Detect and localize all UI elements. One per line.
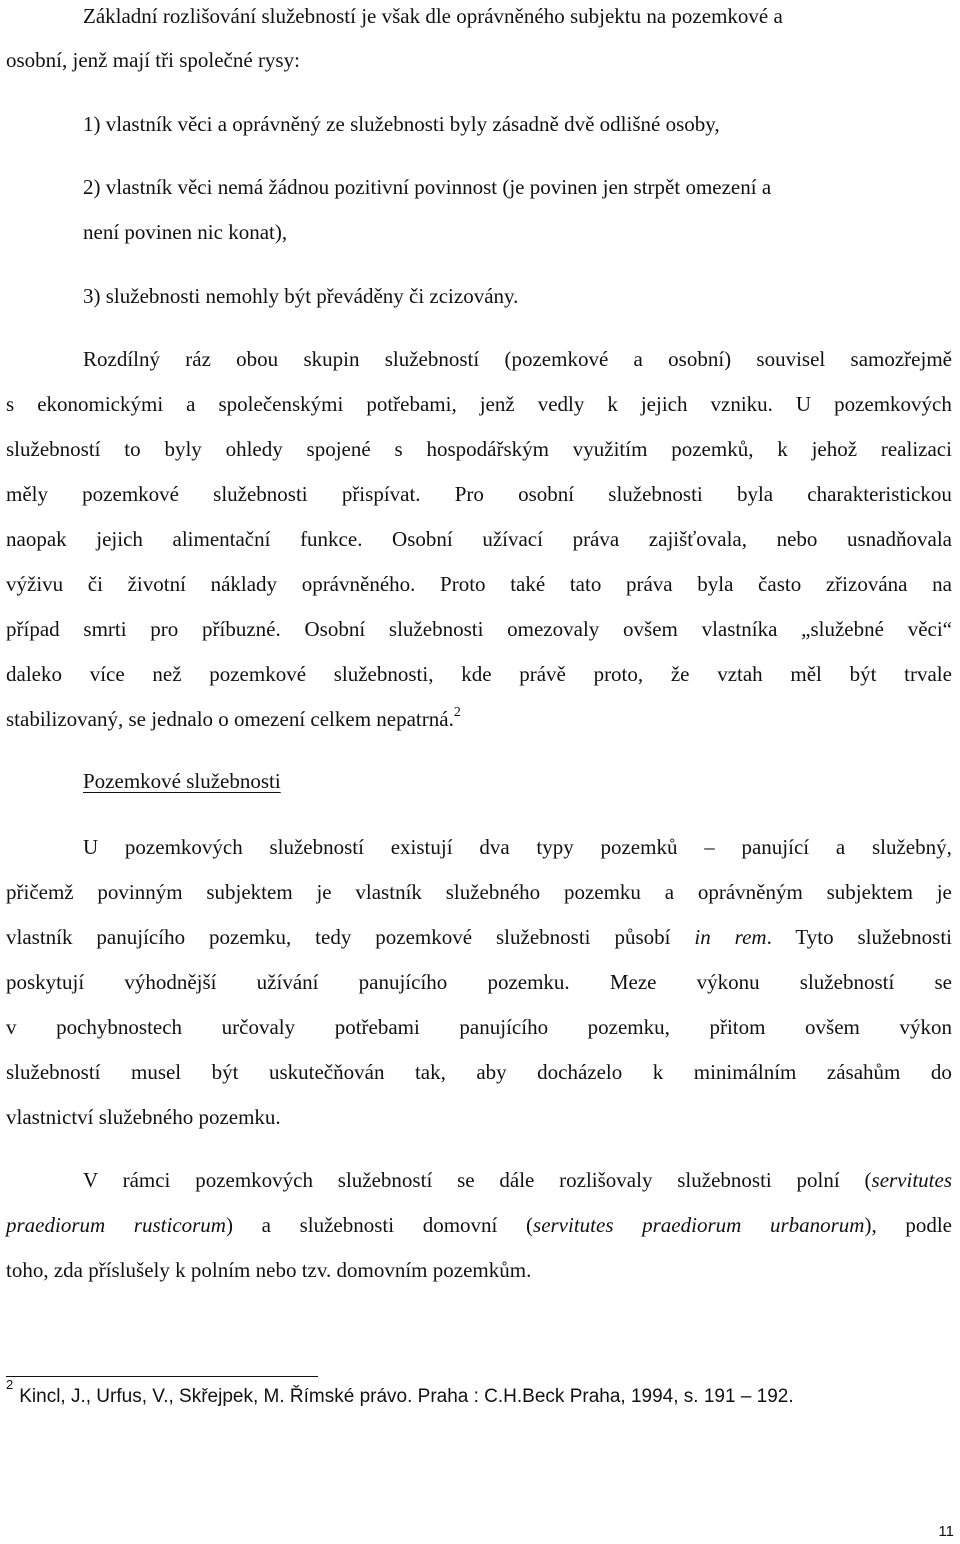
section-heading: Pozemkové služebnosti (83, 769, 281, 793)
paragraph-3-line-1-italic: servitutes (871, 1168, 952, 1192)
paragraph-2-line-3-italic: in rem (694, 925, 767, 949)
footnote-separator (6, 1376, 318, 1377)
paragraph-1-line-9-text: stabilizovaný, se jednalo o omezení celkem nepatrná. (6, 707, 454, 731)
paragraph-2-line-4: poskytují výhodnější užívání panujícího pozemku. Meze výkonu služebností se (6, 970, 952, 994)
paragraph-3-line-2 (6, 1211, 952, 1239)
footnote (6, 1376, 794, 1410)
intro-line-1: Základní rozlišování služebností je však dle oprávněného subjektu na pozemkové a (83, 4, 783, 28)
paragraph-3-line-2-italic-1: praediorum rusticorum (6, 1213, 226, 1237)
footnote-reference: 2 (453, 705, 461, 720)
paragraph-3-line-1-part-a: V rámci pozemkových služebností se dále rozlišovaly služebnosti polní ( (83, 1168, 872, 1192)
feature-item-1: 1) vlastník věci a oprávněný ze služebnosti byly zásadně dvě odlišné osoby, (83, 112, 720, 136)
paragraph-2-line-3 (6, 923, 952, 951)
paragraph-2-line-3-part-b: . Tyto služebnosti (766, 925, 952, 949)
paragraph-2-line-7: vlastnictví služebného pozemku. (6, 1105, 281, 1129)
paragraph-2-line-5: v pochybnostech určovaly potřebami panujícího pozemku, přitom ovšem výkon (6, 1015, 952, 1039)
paragraph-1-line-4: měly pozemkové služebnosti přispívat. Pro osobní služebnosti byla charakteristickou (6, 482, 952, 506)
paragraph-3-line-1 (83, 1166, 952, 1194)
paragraph-2-line-3-part-a: vlastník panujícího pozemku, tedy pozemkové služebnosti působí (6, 925, 671, 949)
paragraph-3-line-3: toho, zda příslušely k polním nebo tzv. domovním pozemkům. (6, 1258, 532, 1282)
paragraph-1-line-9 (6, 705, 952, 733)
paragraph-1-line-6: výživu či životní náklady oprávněného. Proto také tato práva byla často zřizována na (6, 572, 952, 596)
paragraph-1-line-8: daleko více než pozemkové služebnosti, kde právě proto, že vztah měl být trvale (6, 662, 952, 686)
paragraph-1-line-5: naopak jejich alimentační funkce. Osobní užívací práva zajišťovala, nebo usnadňovala (6, 527, 952, 551)
paragraph-2-line-6: služebností musel být uskutečňován tak, aby docházelo k minimálním zásahům do (6, 1060, 952, 1084)
paragraph-1-line-3: služebností to byly ohledy spojené s hospodářským využitím pozemků, k jehož realizaci (6, 437, 952, 461)
intro-line-2: osobní, jenž mají tři společné rysy: (6, 48, 300, 72)
feature-item-2-line-2: není povinen nic konat), (83, 220, 288, 244)
paragraph-1-line-2: s ekonomickými a společenskými potřebami, jenž vedly k jejich vzniku. U pozemkových (6, 392, 952, 416)
feature-item-3: 3) služebnosti nemohly být převáděny či zcizovány. (83, 284, 519, 308)
paragraph-1-line-7: případ smrti pro příbuzné. Osobní služebnosti omezovaly ovšem vlastníka „služebné věci“ (6, 617, 952, 641)
footnote-number: 2 (6, 1376, 14, 1392)
paragraph-3-line-2-part-b: ) a služebnosti domovní ( (225, 1213, 534, 1237)
footnote-text: Kincl, J., Urfus, V., Skřejpek, M. Římské právo. Praha : C.H.Beck Praha, 1994, s. 191 – 192. (19, 1386, 794, 1407)
paragraph-2-line-2: přičemž povinným subjektem je vlastník služebného pozemku a oprávněným subjektem je (6, 880, 952, 904)
page-number: 11 (938, 1523, 954, 1540)
paragraph-1-line-1: Rozdílný ráz obou skupin služebností (pozemkové a osobní) souvisel samozřejmě (83, 347, 952, 371)
paragraph-3-line-2-part-c: ), podle (864, 1213, 952, 1237)
paragraph-2-line-1: U pozemkových služebností existují dva typy pozemků – panující a služebný, (83, 835, 952, 859)
feature-item-2-line-1: 2) vlastník věci nemá žádnou pozitivní povinnost (je povinen jen strpět omezení a (83, 175, 772, 199)
paragraph-3-line-2-italic-2: servitutes praediorum urbanorum (533, 1213, 865, 1237)
